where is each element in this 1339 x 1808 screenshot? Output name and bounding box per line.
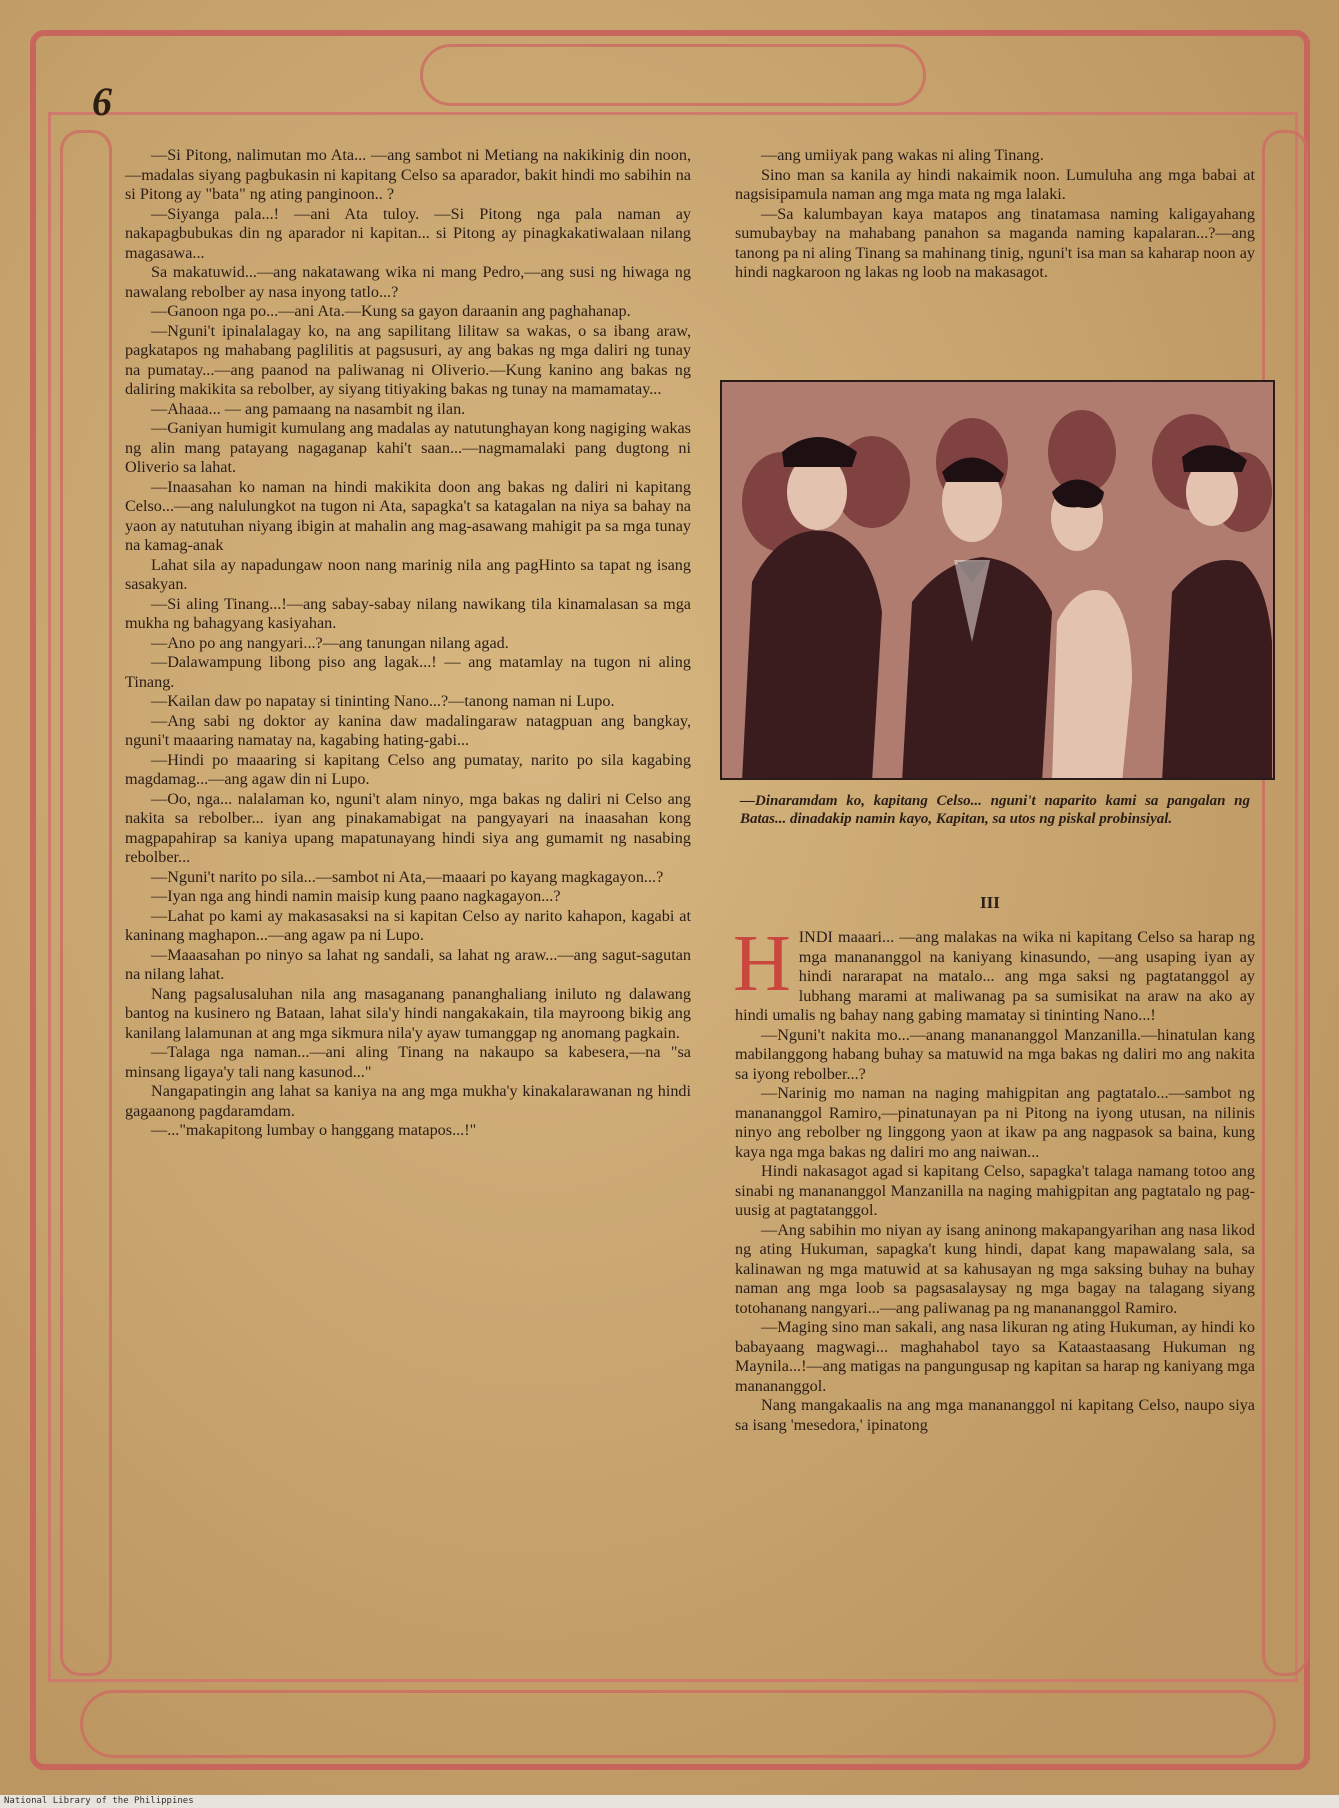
- illustration-drawing: [722, 382, 1275, 780]
- left-text-column: [125, 146, 691, 1141]
- page-number: 6: [92, 79, 112, 124]
- paragraph: —Maging sino man sakali, ang nasa likuran ng ating Hukuman, ay hindi ko babayaang magwagi... maghahabol tayo sa Kataastaasang Hukuman ng Maynila...!—ang matigas na pangungusap ng kapitan sa harap ng kaniyang mga manananggol.: [735, 1318, 1255, 1395]
- paragraph: —Ano po ang nangyari...?—ang tanungan nilang agad.: [151, 633, 509, 652]
- paragraph: Lahat sila ay napadungaw noon nang marinig nila ang pagHinto sa tapat ng isang sasakyan.: [125, 555, 691, 593]
- paragraph: —Ang sabi ng doktor ay kanina daw madalingaraw natagpuan ang bangkay, nguni't maaaring namatay na, kagabing hating-gabi...: [125, 711, 691, 749]
- paragraph: Nang mangakaalis na ang mga manananggol ni kapitang Celso, naupo siya sa isang 'mesedora,' ipinatong: [735, 1396, 1255, 1434]
- paragraph: —Dalawampung libong piso ang lagak...! — ang matamlay na tugon ni aling Tinang.: [125, 653, 691, 691]
- paragraph: —Narinig mo naman na naging mahigpitan ang pagtatalo...—sambot ng manananggol Ramiro,—pinatunayan pa ni Pitong na iyong utusan, na nilinis ninyo ang rebolber ng linggong yaon at ikaw pa ang nagpasok sa baina, kung kaya nga mga bakas ng daliri mo ang naiwan...: [735, 1084, 1255, 1161]
- paragraph: —Nguni't ipinalalagay ko, na ang sapilitang lilitaw sa wakas, o sa ibang araw, pagkatapos ng mahabang paglilitis at pagsusuri, ay ang bakas ng mga daliri ng tunay na pumatay...—ang paanod na paliwanag ni Oliverio.—Kung kanino ang bakas ng daliring makikita sa rebolber, ay siyang titiyaking bakas ng tunay na mamamatay...: [125, 321, 691, 398]
- paragraph: Sino man sa kanila ay hindi nakaimik noon. Lumuluha ang mga babai at nagsisipamula naman ang mga mata ng mga lalaki.: [735, 165, 1255, 203]
- paragraph: Sa makatuwid...—ang nakatawang wika ni mang Pedro,—ang susi ng hiwaga ng nawalang rebolber ay nasa inyong tatlo...?: [125, 263, 691, 301]
- story-illustration: [720, 380, 1275, 780]
- paragraph: —Si Pitong, nalimutan mo Ata... —ang sambot ni Metiang na nakikinig din noon, —madalas siyang pagbukasin ni kapitang Celso sa aparador, bakit hindi mo sabihin na si Pitong ay "bata" ng ating panginoon.. ?: [125, 146, 691, 203]
- paragraph: Hindi nakasagot agad si kapitang Celso, sapagka't talaga namang totoo ang sinabi ng manananggol Manzanilla na naging mahigpitan ang pagtatalo ng pag-uusig at pagtatanggol.: [735, 1162, 1255, 1219]
- paragraph: —Oo, nga... nalalaman ko, nguni't alam ninyo, mga bakas ng daliri ni Celso ang nakita sa rebolber... iyan ang pinakamabigat na pangyayari na inaasahan kong magpapahirap sa kaniya upang mapatunayang hindi siya ang gumamit ng nasabing rebolber...: [125, 789, 691, 866]
- paragraph: —Nguni't narito po sila...—sambot ni Ata,—maaari po kayang magkagayon...?: [151, 867, 664, 886]
- paragraph: —Talaga nga naman...—ani aling Tinang na nakaupo sa kabesera,—na "sa minsang ligaya'y tali nang kasunod...": [125, 1043, 691, 1081]
- paragraph: —Kailan daw po napatay si tininting Nano...?—tanong naman ni Lupo.: [151, 692, 615, 710]
- paragraph: —Ang sabihin mo niyan ay isang aninong makapangyarihan ang nasa likod ng ating Hukuman, sapagka't kung hindi, dapat kang mapawalang sala, sa kalinawan ng mga matuwid at sa kahusayan ng mga saksing buhay na buhay naman ang mga loob sa pagsasalaysay ng mga bagay na talagang siyang totohanang nangyari...—ang paliwanag pa ng manananggol Ramiro.: [735, 1220, 1255, 1317]
- paragraph: —Si aling Tinang...!—ang sabay-sabay nilang nawikang tila kinamalasan sa mga mukha ng bahagyang kasiyahan.: [125, 594, 691, 632]
- paragraph: —Sa kalumbayan kaya matapos ang tinatamasa naming kaligayahang sumubaybay na mahabang panahon sa maganda naming kapalaran...?—ang tanong pa ni aling Tinang sa mahinang tinig, nguni't isa man sa kaharap noon ay hindi nagkaroon ng lakas ng loob na makasagot.: [735, 204, 1255, 281]
- chapter-first-paragraph: HINDI maaari... —ang malakas na wika ni kapitang Celso sa harap ng mga manananggol na kaniyang kinasundo, —ang usaping iyan ay hindi nararapat na matalo... ang mga saksi ng pagtatanggol ay lubhang marami at maliwanag pa sa sumisikat na araw na ako ay hindi umalis ng bahay nang gabing mamatay si tininting Nano...!: [733, 920, 1255, 1024]
- left-scroll-ornament: [60, 130, 112, 1676]
- paragraph: —..."makapitong lumbay o hanggang matapos...!": [151, 1121, 477, 1139]
- chapter-number: III: [980, 893, 1000, 912]
- right-scroll-ornament: [1262, 130, 1308, 1676]
- paragraph: —Nguni't nakita mo...—anang manananggol Manzanilla.—hinatulan kang mabilanggong habang buhay sa matuwid na mga bakas ng daliri mo ang nakita sa iyong rebolber...?: [735, 1025, 1255, 1083]
- library-footer: National Library of the Philippines: [0, 1795, 1339, 1808]
- paragraph: Nang pagsalusaluhan nila ang masaganang pananghaliang iniluto ng dalawang bantog na kusinero ng Bataan, lahat sila'y hindi nangakakain, tila mayroong bikig ang kanilang lalamunan at ang mga sikmura nila'y ayaw tumanggap ng anomang pagkain.: [125, 984, 691, 1042]
- paragraph: —Ganiyan humigit kumulang ang madalas ay natutunghayan kong nagiging wakas ng alin mang patayang nagaganap kahi't saan...—nagmamalaki pang dugtong ni Oliverio sa lahat.: [125, 419, 691, 476]
- illustration-caption: —Dinaramdam ko, kapitang Celso... nguni't naparito kami sa pangalan ng Batas... dinadakip namin kayo, Kapitan, sa utos ng piskal probinsiyal.: [740, 793, 1250, 827]
- bottom-scroll-ornament: [80, 1690, 1276, 1758]
- paragraph: Nangapatingin ang lahat sa kaniya na ang mga mukha'y kinakalarawanan ng hindi gagaanong pagdaramdam.: [125, 1082, 691, 1120]
- chapter-paragraphs: [735, 1026, 1255, 1436]
- right-text-column-bottom: [733, 920, 1255, 1435]
- right-text-column-top: [735, 146, 1255, 283]
- paragraph: —Siyanga pala...! —ani Ata tuloy. —Si Pitong nga pala naman ay nakapagbubukas din ng aparador ni kapitan... si Pitong ay pinagkakatiwalaan nilang magasawa...: [125, 204, 691, 262]
- top-scroll-ornament: [420, 44, 926, 106]
- paragraph: —Ganoon nga po...—ani Ata.—Kung sa gayon daraanin ang paghahanap.: [151, 302, 631, 320]
- paragraph: —Ahaaa... — ang pamaang na nasambit ng ilan.: [151, 399, 466, 418]
- paragraph: —Lahat po kami ay makasasaksi na si kapitan Celso ay narito kahapon, kagabi at kaninang maghapon...—ang agaw pa ni Lupo.: [125, 906, 691, 944]
- paragraph: —Hindi po maaaring si kapitang Celso ang pumatay, narito po sila kagabing magdamag...—ang agaw din ni Lupo.: [125, 750, 691, 788]
- paragraph: —Maaasahan po ninyo sa lahat ng sandali, sa lahat ng araw...—ang sagut-sagutan na nilang lahat.: [125, 945, 691, 983]
- paragraph: —ang umiiyak pang wakas ni aling Tinang.: [761, 146, 1044, 164]
- drop-cap: H: [733, 920, 791, 1008]
- paragraph: —Inaasahan ko naman na hindi makikita doon ang bakas ng daliri ni kapitang Celso...—ang nalulungkot na tugon ni Ata, sapagka't sa katagalan na niya sa bahay na yaon ay natutuhan niyang ibigin at mahalin ang mag-asawang mahigit pa sa mga tunay na kamag-anak: [125, 477, 691, 554]
- paragraph: —Iyan nga ang hindi namin maisip kung paano nagkagayon...?: [151, 887, 561, 905]
